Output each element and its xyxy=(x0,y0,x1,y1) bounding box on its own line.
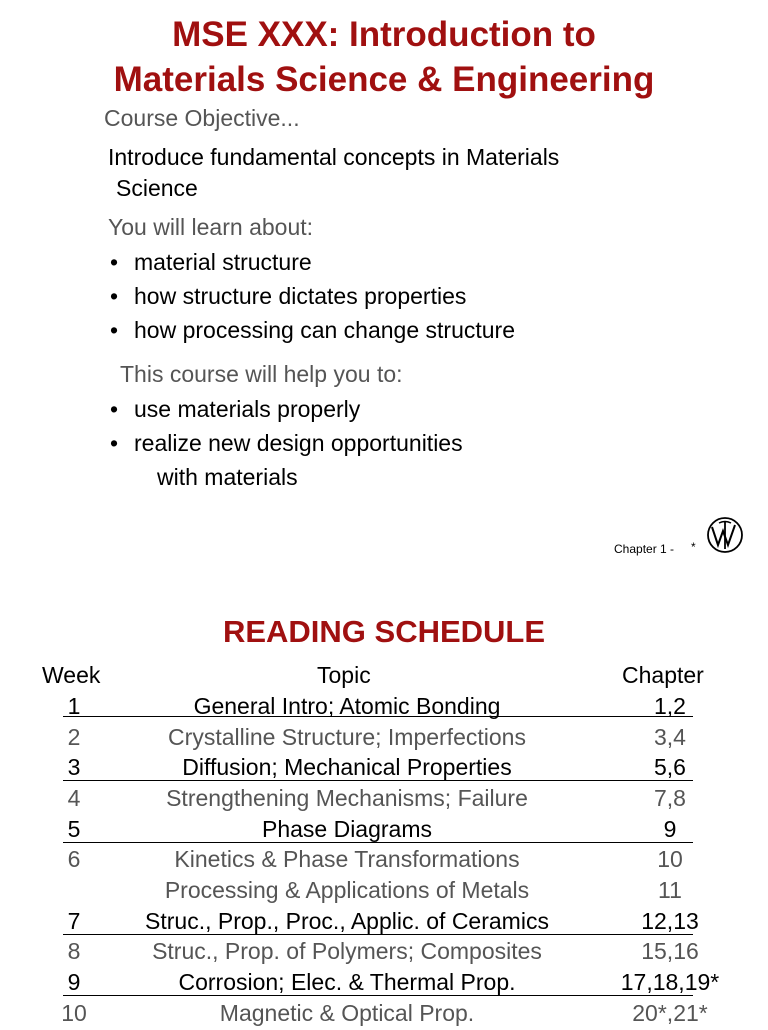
row-divider xyxy=(63,780,693,781)
row-week: 1 xyxy=(67,693,81,719)
row-chapter: 3,4 xyxy=(654,724,686,750)
row-topic: Diffusion; Mechanical Properties xyxy=(182,754,512,780)
footer-chapter-label: Chapter 1 - xyxy=(614,542,675,556)
row-week: 9 xyxy=(67,969,81,995)
bullet-icon: • xyxy=(110,396,119,422)
course-title-line2: Materials Science & Engineering xyxy=(113,60,655,99)
row-divider xyxy=(63,716,693,717)
objective-text-line1: Introduce fundamental concepts in Materials xyxy=(108,144,560,170)
row-topic: Kinetics & Phase Transformations xyxy=(174,846,520,872)
header-topic: Topic xyxy=(317,662,371,688)
table-row xyxy=(0,876,768,907)
row-week: 7 xyxy=(67,908,81,934)
slide-reading-schedule xyxy=(0,575,768,1024)
row-week: 2 xyxy=(67,724,81,750)
header-week: Week xyxy=(42,662,101,688)
help-item-continuation: with materials xyxy=(157,464,298,490)
row-week: 10 xyxy=(61,1000,87,1026)
row-week: 4 xyxy=(67,785,81,811)
table-row xyxy=(0,999,768,1030)
footer-asterisk: * xyxy=(691,540,696,554)
row-topic: Struc., Prop., Proc., Applic. of Ceramics xyxy=(145,908,549,934)
bullet-icon: • xyxy=(110,317,119,343)
table-row xyxy=(0,845,768,876)
row-chapter: 17,18,19* xyxy=(620,969,720,995)
row-week: 8 xyxy=(67,938,81,964)
table-row xyxy=(0,723,768,754)
row-chapter: 7,8 xyxy=(654,785,686,811)
row-chapter: 9 xyxy=(663,816,677,842)
row-topic: Phase Diagrams xyxy=(261,816,433,842)
help-item-text: use materials properly xyxy=(134,396,361,422)
row-divider xyxy=(63,842,693,843)
learn-item-text: material structure xyxy=(134,249,312,275)
row-week: 5 xyxy=(67,816,81,842)
wiley-logo-icon xyxy=(706,516,744,554)
bullet-icon: • xyxy=(110,283,119,309)
table-row xyxy=(0,937,768,968)
table-row xyxy=(0,784,768,815)
help-item-text: realize new design opportunities xyxy=(134,430,463,456)
objective-text-line2: Science xyxy=(116,175,198,201)
header-chapter: Chapter xyxy=(622,662,704,688)
row-topic: Crystalline Structure; Imperfections xyxy=(168,724,526,750)
row-divider xyxy=(63,995,693,996)
learn-heading: You will learn about: xyxy=(108,214,314,240)
row-week: 3 xyxy=(67,754,81,780)
course-title xyxy=(0,12,768,102)
row-divider xyxy=(63,934,693,935)
objective-heading: Course Objective... xyxy=(104,105,300,131)
table-row xyxy=(0,692,768,723)
bullet-icon: • xyxy=(110,249,119,275)
row-topic: Magnetic & Optical Prop. xyxy=(219,1000,475,1026)
row-topic: Struc., Prop. of Polymers; Composites xyxy=(152,938,542,964)
row-chapter: 15,16 xyxy=(641,938,699,964)
help-heading: This course will help you to: xyxy=(120,361,403,387)
row-topic: Processing & Applications of Metals xyxy=(164,877,530,903)
row-chapter: 10 xyxy=(657,846,683,872)
learn-item-text: how structure dictates properties xyxy=(134,283,467,309)
row-chapter: 5,6 xyxy=(654,754,686,780)
row-week: 6 xyxy=(67,846,81,872)
row-chapter: 20*,21* xyxy=(632,1000,708,1026)
row-chapter: 1,2 xyxy=(654,693,686,719)
row-chapter: 11 xyxy=(658,877,682,903)
course-title-line1: MSE XXX: Introduction to xyxy=(172,15,596,54)
row-topic: Strengthening Mechanisms; Failure xyxy=(166,785,528,811)
schedule-title: READING SCHEDULE xyxy=(222,614,546,649)
row-topic: General Intro; Atomic Bonding xyxy=(193,693,501,719)
row-topic: Corrosion; Elec. & Thermal Prop. xyxy=(178,969,516,995)
learn-item-text: how processing can change structure xyxy=(134,317,515,343)
bullet-icon: • xyxy=(110,430,119,456)
row-chapter: 12,13 xyxy=(641,908,699,934)
